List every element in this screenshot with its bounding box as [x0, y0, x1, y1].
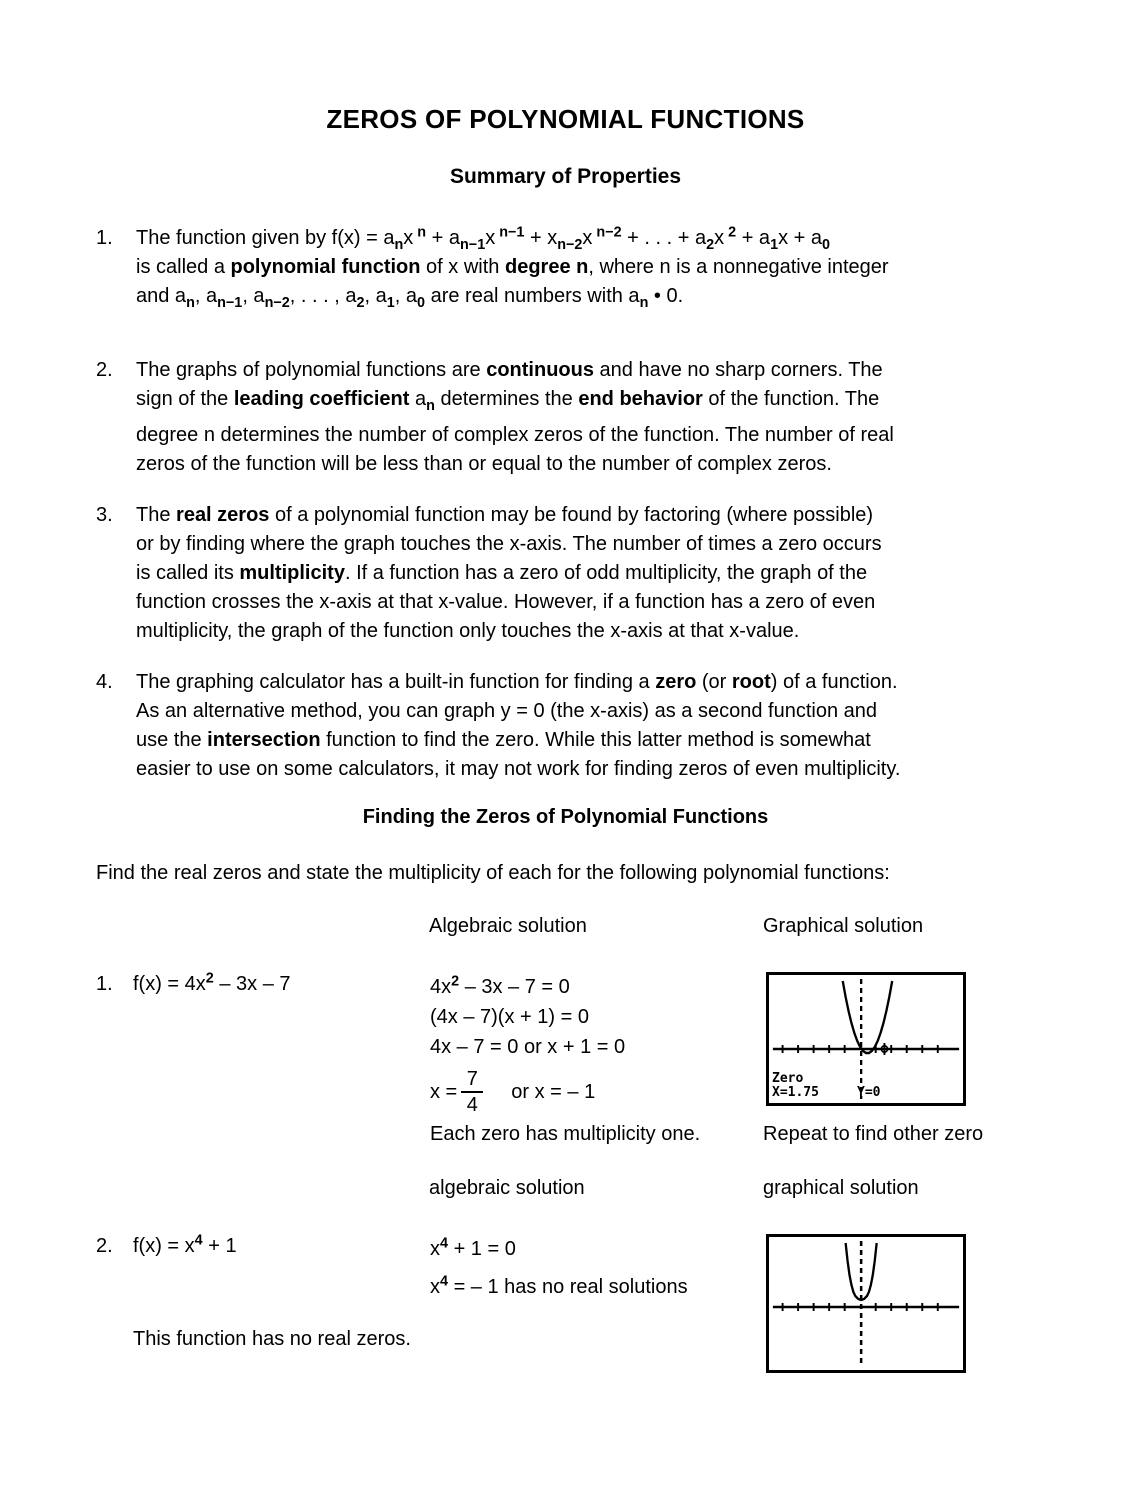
property-3-line-3: is called its multiplicity. If a function has a zero of odd multiplicity, the graph of the — [136, 562, 868, 584]
example-2-function: $f(x) = x^4 + 1$ — [133, 1232, 237, 1257]
property-3-line-5: multiplicity, the graph of the function only touches the x-axis at that x-value. — [136, 620, 800, 642]
algebraic-step-line: 4x – 7 = 0 or x + 1 = 0 — [430, 1036, 626, 1058]
property-number: 1. — [96, 227, 113, 249]
property-2-line-2: sign of the leading coefficient $a_n$ determines the end behavior of the function. The — [136, 388, 880, 414]
property-1-line-3: and $a_n$, $a_{n-1}$, $a_{n-2}$, . . . , $a_2$, $a_1$, $a_0$ are real numbers with $a_n$ • 0. — [136, 285, 684, 311]
example-1-graph-note: Repeat to find other zero — [763, 1123, 984, 1145]
property-body — [136, 224, 996, 311]
property-item-3 — [96, 501, 996, 646]
calculator-zero-label: Zero X=1.75 — [772, 1071, 819, 1100]
fraction-seven-fourths — [461, 1069, 483, 1115]
algebraic-step-line: (4x – 7)(x + 1) = 0 — [430, 1006, 589, 1028]
example-2-algebraic-steps — [430, 1234, 688, 1302]
property-4-line-1: The graphing calculator has a built-in function for finding a zero (or root) of a function. — [136, 671, 898, 693]
column-header-algebraic-lower: algebraic solution — [429, 1177, 585, 1199]
example-2-number: 2. — [96, 1235, 113, 1257]
fraction-bar — [461, 1091, 483, 1093]
property-3-line-4: function crosses the x-axis at that x-value. However, if a function has a zero of even — [136, 591, 876, 613]
property-4-line-2: As an alternative method, you can graph y = 0 (the x-axis) as a second function and — [136, 700, 877, 722]
property-2-line-4: zeros of the function will be less than or equal to the number of complex zeros. — [136, 453, 832, 475]
algebraic-step-fraction-line: x = $\frac{7}{4}$ or x = – 1 — [430, 1068, 596, 1116]
property-3-line-1: The real zeros of a polynomial function may be found by factoring (where possible) — [136, 504, 874, 526]
example-1-function: $f(x) = 4x^2 - 3x - 7$ — [133, 970, 291, 995]
property-number: 2. — [96, 359, 113, 381]
property-1-line-2: is called a polynomial function of x with degree n, where n is a nonnegative integer — [136, 256, 889, 278]
example-1-number: 1. — [96, 973, 113, 995]
cursor-crosshair — [879, 1043, 891, 1055]
fraction-numerator: 7 — [466, 1068, 478, 1090]
algebraic-step-line: $4x^2 - 3x - 7 = 0$ — [430, 973, 570, 998]
property-body — [136, 501, 996, 646]
algebraic-step-line: $x^4$ = – 1 has no real solutions — [430, 1273, 688, 1298]
example-1-multiplicity-note: Each zero has multiplicity one. — [430, 1123, 701, 1145]
calculator-y-label: Y=0 — [857, 1085, 881, 1100]
property-2-line-1: The graphs of polynomial functions are continuous and have no sharp corners. The — [136, 359, 883, 381]
property-number: 3. — [96, 504, 113, 526]
column-header-graphical-lower: graphical solution — [763, 1177, 919, 1199]
polynomial-general-formula: The function given by $f(x) = a_nx$ $^n + a_{n-1}x$ $^{n-1} + x_{n-2}x$ $^{n-2}$ + . . . + $a_2x$ $^2 + a_1x + a_0$ — [136, 224, 831, 253]
column-header-graphical-upper: Graphical solution — [763, 915, 924, 937]
algebraic-step-line: $x^4 + 1 = 0$ — [430, 1235, 516, 1260]
fraction-denominator: 4 — [466, 1094, 478, 1116]
property-item-4 — [96, 668, 996, 784]
example-1-algebraic-steps — [430, 972, 625, 1118]
example-2-note: This function has no real zeros. — [133, 1328, 411, 1350]
property-body — [136, 668, 996, 784]
property-3-line-2: or by finding where the graph touches the x-axis. The number of times a zero occurs — [136, 533, 882, 555]
property-number: 4. — [96, 671, 113, 693]
property-2-line-3: degree n determines the number of complex zeros of the function. The number of real — [136, 424, 894, 446]
page-title: ZEROS OF POLYNOMIAL FUNCTIONS — [326, 104, 805, 134]
calculator-graph-2 — [769, 1237, 963, 1370]
page-subtitle: Summary of Properties — [449, 165, 682, 188]
property-item-1 — [96, 224, 996, 311]
property-body — [136, 356, 996, 479]
parabola-curve — [843, 981, 892, 1053]
calculator-screen-quartic — [766, 1234, 966, 1373]
column-header-algebraic-upper: Algebraic solution — [429, 915, 587, 937]
property-item-2 — [96, 356, 996, 479]
instruction-text: Find the real zeros and state the multiplicity of each for the following polynomial functions: — [96, 862, 890, 884]
property-4-line-3: use the intersection function to find the zero. While this latter method is somewhat — [136, 729, 871, 751]
section-title: Finding the Zeros of Polynomial Functions — [362, 806, 769, 828]
property-4-line-4: easier to use on some calculators, it may not work for finding zeros of even multiplicity. — [136, 758, 901, 780]
